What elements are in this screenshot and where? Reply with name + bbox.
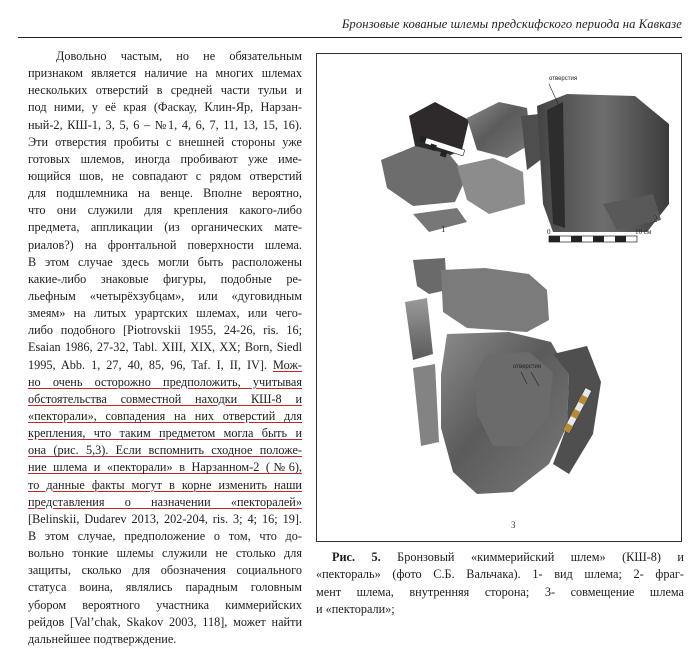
text-line bbox=[28, 237, 302, 254]
text-segment: вольно тонкие шлемы служили не столько для bbox=[28, 546, 302, 561]
caption-line bbox=[316, 549, 684, 566]
text-segment: льефным «четырёхзубцам», или «дуговидным bbox=[28, 288, 302, 303]
text-line bbox=[28, 374, 302, 391]
text-line bbox=[28, 305, 302, 322]
text-segment: предмета, аппликации (из органических мате- bbox=[28, 220, 302, 235]
underlined-text: крепления, что таким предметом могла быть и bbox=[28, 426, 302, 441]
text-line bbox=[28, 322, 302, 339]
text-line bbox=[28, 65, 302, 82]
text-line bbox=[28, 391, 302, 408]
panel-label-1: 1 bbox=[441, 224, 446, 234]
text-line bbox=[28, 545, 302, 562]
text-line bbox=[28, 185, 302, 202]
text-line bbox=[28, 459, 302, 476]
scale-start: 0 bbox=[547, 228, 551, 236]
caption-line bbox=[316, 601, 684, 618]
panel-1-helmet-view bbox=[381, 102, 543, 234]
text-line bbox=[28, 425, 302, 442]
text-segment: признаком является наличие на многих шлемах bbox=[28, 66, 302, 81]
text-line bbox=[28, 408, 302, 425]
text-segment: ющийся шов, не совпадают с рядом отверстий bbox=[28, 168, 302, 183]
caption-text: Бронзовый «киммерийский шлем» (КШ-8) и bbox=[380, 550, 684, 564]
text-line bbox=[28, 82, 302, 99]
underlined-text: то данные факты могут в корне изменить наши bbox=[28, 477, 302, 492]
text-segment: рейдов [Val’chak, Skakov 2003, 118], может найти bbox=[28, 614, 302, 629]
text-line bbox=[28, 134, 302, 151]
panel-3-combination bbox=[405, 258, 601, 530]
text-line bbox=[28, 339, 302, 356]
underlined-text: она (рис. 5,3). Если вспомнить сходное положе- bbox=[28, 443, 302, 458]
header-rule bbox=[18, 37, 682, 38]
text-segment: готовых шлемов, иногда пробивают уже име- bbox=[28, 151, 302, 166]
text-line bbox=[28, 477, 302, 494]
annotation-holes-top: отверстия bbox=[549, 76, 578, 82]
helmet-rim-left-lower bbox=[413, 364, 439, 446]
text-line bbox=[28, 614, 302, 631]
text-segment: защиты, сколько для обозначения социального bbox=[28, 563, 302, 578]
text-line bbox=[28, 494, 302, 511]
annotation-holes-bottom: отверстия bbox=[513, 364, 542, 370]
scale-end: 10 см bbox=[635, 228, 652, 236]
pectoral-upper bbox=[441, 268, 549, 332]
text-line bbox=[28, 631, 302, 648]
text-segment: под ними, у её края (Фаскау, Клин-Яр, Нарзан- bbox=[28, 100, 302, 115]
text-line bbox=[28, 219, 302, 236]
text-segment: змеям» на литых урартских шлемах, или чего- bbox=[28, 306, 302, 321]
text-segment: убором вероятного участника киммерийских bbox=[28, 597, 302, 612]
body-text-column bbox=[28, 48, 302, 648]
panel-label-2: 2 bbox=[653, 214, 658, 224]
text-segment: ный-2, КШ-1, 3, 5, 6 – №1, 4, 6, 7, 11, 13, 15, 16). bbox=[28, 117, 302, 132]
figure-caption bbox=[316, 549, 684, 619]
text-line bbox=[28, 357, 302, 374]
caption-figure-number: Рис. 5. bbox=[332, 550, 381, 564]
underlined-text: обстоятельства совместной находки КШ-8 и bbox=[28, 391, 302, 406]
fragment-grey-top bbox=[467, 102, 531, 158]
caption-text: и «пекторали»; bbox=[316, 602, 395, 617]
text-line bbox=[28, 254, 302, 271]
text-line bbox=[28, 99, 302, 116]
text-line bbox=[28, 597, 302, 614]
underlined-text: представления о назначении «пекторалей» bbox=[28, 494, 302, 509]
caption-line bbox=[316, 584, 684, 601]
text-segment: статуса воина, являлись парадным головным bbox=[28, 580, 302, 595]
text-line bbox=[28, 562, 302, 579]
text-segment: дальнейшее подтверждение. bbox=[28, 631, 177, 646]
text-segment: что они служили для крепления какого-либо bbox=[28, 203, 302, 218]
fragment-center bbox=[457, 158, 525, 214]
text-line bbox=[28, 288, 302, 305]
figure-photo-svg bbox=[317, 54, 681, 541]
text-segment: либо подобного [Piotrovskii 1955, 24-26, ris. 16; bbox=[28, 323, 302, 338]
text-line bbox=[28, 151, 302, 168]
text-line bbox=[28, 528, 302, 545]
text-line bbox=[28, 271, 302, 288]
figure-photo-plate bbox=[316, 53, 682, 542]
running-title: Бронзовые кованые шлемы предскифского периода на Кавказе bbox=[341, 17, 682, 31]
panel-label-3: 3 bbox=[511, 520, 516, 530]
underlined-text: «пекторали», совпадения на них отверстий для bbox=[28, 408, 302, 423]
fragment-left bbox=[381, 146, 467, 206]
caption-text: «пектораль» (фото С.Б. Вальчака). 1- вид шлема; 2- фраг- bbox=[316, 567, 684, 582]
text-line bbox=[28, 168, 302, 185]
panel-2-fragment bbox=[537, 76, 669, 232]
text-line bbox=[28, 579, 302, 596]
text-segment: Эти отверстия пробиты с внешней стороны уже bbox=[28, 134, 302, 149]
text-line bbox=[28, 117, 302, 134]
text-segment: для подшлемника на венце. Вполне вероятно, bbox=[28, 186, 302, 201]
underlined-text: ние шлема и «пекторали» в Нарзанном-2 (№6), bbox=[28, 460, 302, 475]
caption-line bbox=[316, 566, 684, 583]
text-line bbox=[28, 442, 302, 459]
page-header bbox=[0, 0, 700, 38]
fragment-lower bbox=[413, 208, 467, 232]
text-segment: [Belinskii, Dudarev 2013, 202-204, ris. 3; 4; 16; 19]. bbox=[28, 511, 302, 526]
text-segment: 1995, Abb. 1, 27, 40, 85, 96, Taf. I, II, IV]. bbox=[28, 357, 274, 372]
text-segment: Довольно частым, но не обязательным bbox=[56, 49, 302, 63]
text-line bbox=[28, 48, 302, 65]
text-segment: Esaian 1986, 27-32, Tabl. XIII, XIX, XX; Born, Siedl bbox=[28, 340, 302, 355]
caption-text: мент шлема, внутренняя сторона; 3- совмещение шлема bbox=[316, 584, 684, 599]
text-line bbox=[28, 511, 302, 528]
underlined-text: Мож- bbox=[273, 357, 302, 372]
text-segment: нескольких отверстий в средней части тульи и bbox=[28, 83, 302, 98]
helmet-rim-left bbox=[405, 298, 433, 360]
text-line bbox=[28, 202, 302, 219]
text-segment: В этом случае здесь могли быть расположены bbox=[28, 254, 302, 269]
text-segment: какие-либо знаковые фигуры, подобные ре- bbox=[28, 271, 302, 286]
text-segment: В этом случае, предположение о том, что до- bbox=[28, 528, 302, 543]
text-segment: риалов?) на фронтальной поверхности шлема. bbox=[28, 237, 302, 252]
underlined-text: но очень осторожно предположить, учитывая bbox=[28, 374, 302, 389]
